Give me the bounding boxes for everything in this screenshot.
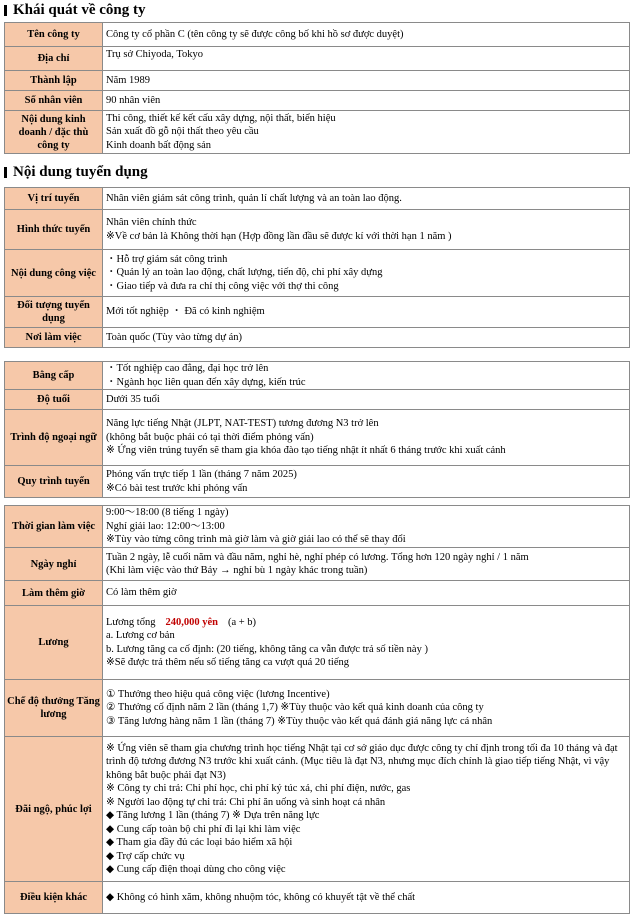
row-value: 9:00〜18:00 (8 tiếng 1 ngày) Nghỉ giải lao: 12:00〜13:00 ※Tùy vào từng công trình mà giờ làm và giờ giải lao có thể sẽ thay đổi	[103, 506, 630, 548]
table-row	[5, 111, 630, 154]
row-label: Trình độ ngoại ngữ	[5, 410, 103, 466]
table-row	[5, 188, 630, 210]
row-value: Năm 1989	[103, 71, 630, 91]
table-row	[5, 737, 630, 882]
row-value: ・Hỗ trợ giám sát công trình ・Quản lý an toàn lao động, chất lượng, tiến độ, chi phí xây dựng ・Giao tiếp và đưa ra chỉ thị công việc với thợ thi công	[103, 250, 630, 297]
row-label: Quy trình tuyển	[5, 466, 103, 498]
table-row	[5, 47, 630, 71]
table-row	[5, 390, 630, 410]
row-label: Nơi làm việc	[5, 328, 103, 348]
table-row	[5, 328, 630, 348]
row-value: Nhân viên giám sát công trình, quản lí chất lượng và an toàn lao động.	[103, 188, 630, 210]
recruit-section-title	[4, 164, 148, 180]
title-bar-mark	[4, 5, 7, 16]
row-label: Chế độ thưởng Tăng lương	[5, 680, 103, 737]
row-value: Công ty cổ phần C (tên công ty sẽ được công bố khi hồ sơ được duyệt)	[103, 23, 630, 47]
requirements-table	[4, 361, 630, 498]
row-label: Thời gian làm việc	[5, 506, 103, 548]
table-row	[5, 466, 630, 498]
row-label: Nội dung công việc	[5, 250, 103, 297]
salary-amount: 240,000 yên	[165, 616, 218, 628]
row-label: Làm thêm giờ	[5, 581, 103, 606]
row-value: Tuần 2 ngày, lễ cuối năm và đầu năm, nghỉ hè, nghỉ phép có lương. Tổng hơn 120 ngày nghỉ / 1 năm (Khi làm việc vào thứ Bảy → nghỉ bù 1 ngày khác trong tuần)	[103, 548, 630, 581]
table-row	[5, 410, 630, 466]
row-label: Độ tuổi	[5, 390, 103, 410]
table-row	[5, 506, 630, 548]
table-row	[5, 91, 630, 111]
row-label: Nội dung kinh doanh / đặc thù công ty	[5, 111, 103, 154]
row-label: Địa chỉ	[5, 47, 103, 71]
table-row	[5, 548, 630, 581]
row-label: Bằng cấp	[5, 362, 103, 390]
table-row	[5, 362, 630, 390]
row-label: Số nhân viên	[5, 91, 103, 111]
conditions-table	[4, 505, 630, 914]
row-label: Ngày nghỉ	[5, 548, 103, 581]
overview-table	[4, 22, 630, 154]
row-label: Thành lập	[5, 71, 103, 91]
row-value: Dưới 35 tuổi	[103, 390, 630, 410]
recruit-title-text: Nội dung tuyển dụng	[13, 164, 148, 180]
overview-title-text: Khái quát về công ty	[13, 2, 146, 18]
row-value: Phỏng vấn trực tiếp 1 lần (tháng 7 năm 2025) ※Có bài test trước khi phỏng vấn	[103, 466, 630, 498]
row-label: Hình thức tuyển	[5, 210, 103, 250]
title-bar-mark	[4, 167, 7, 178]
row-value: ※ Ứng viên sẽ tham gia chương trình học tiếng Nhật tại cơ sở giáo dục được công ty chỉ định trong tối đa 10 tháng và đạt trình độ tương đương N3 trước khi xuất cảnh. (Mục tiêu là đạt N3, nhưng mục đích chính là giao tiếp tiếng Nhật, vì vậy không bắt buộc phải đạt N3) ※ Công ty chi trả: Chi phí học, chi phí ký túc xá, chi phí điện, nước, gas ※ Người lao động tự chi trả: Chi phí ăn uống và sinh hoạt cá nhân ◆ Tăng lương 1 lần (tháng 7) ※ Dựa trên năng lực ◆ Cung cấp toàn bộ chi phí đi lại khi làm việc ◆ Tham gia đầy đủ các loại bảo hiểm xã hội ◆ Trợ cấp chức vụ ◆ Cung cấp điện thoại dùng cho công việc	[103, 737, 630, 882]
job-table	[4, 187, 630, 348]
row-value: ・Tốt nghiệp cao đẳng, đại học trở lên ・Ngành học liên quan đến xây dựng, kiến trúc	[103, 362, 630, 390]
row-value: Mới tốt nghiệp ・ Đã có kinh nghiệm	[103, 297, 630, 328]
row-label: Tên công ty	[5, 23, 103, 47]
table-row	[5, 680, 630, 737]
row-value: Lương tổng 240,000 yên (a + b) a. Lương cơ bản b. Lương tăng ca cố định: (20 tiếng, không tăng ca vẫn được trả số tiền này ) ※Sẽ được trả thêm nếu số tiếng tăng ca vượt quá 20 tiếng	[103, 606, 630, 680]
row-value: Năng lực tiếng Nhật (JLPT, NAT-TEST) tương đương N3 trở lên (không bắt buộc phải có tại thời điểm phỏng vấn) ※ Ứng viên trúng tuyển sẽ tham gia khóa đào tạo tiếng nhật ít nhất 6 tháng trước khi xuất cảnh	[103, 410, 630, 466]
overview-section-title	[4, 2, 146, 18]
table-row	[5, 606, 630, 680]
table-row	[5, 250, 630, 297]
table-row	[5, 581, 630, 606]
table-row	[5, 71, 630, 91]
row-label: Lương	[5, 606, 103, 680]
row-label: Đãi ngộ, phúc lợi	[5, 737, 103, 882]
salary-total-line: Lương tổng 240,000 yên (a + b)	[106, 616, 257, 628]
row-value: 90 nhân viên	[103, 91, 630, 111]
row-value: ① Thưởng theo hiệu quả công việc (lương Incentive) ② Thưởng cố định năm 2 lần (tháng 1,7) ※Tùy thuộc vào kết quả kinh doanh của công ty ③ Tăng lương hàng năm 1 lần (tháng 7) ※Tùy thuộc vào kết quả đánh giá năng lực cá nhân	[103, 680, 630, 737]
table-row	[5, 882, 630, 914]
row-value: Có làm thêm giờ	[103, 581, 630, 606]
table-row	[5, 23, 630, 47]
row-value: Thi công, thiết kế kết cấu xây dựng, nội thất, biển hiệu Sản xuất đồ gỗ nội thất theo yêu cầu Kinh doanh bất động sản	[103, 111, 630, 154]
row-label: Điều kiện khác	[5, 882, 103, 914]
table-row	[5, 210, 630, 250]
row-value: Toàn quốc (Tùy vào từng dự án)	[103, 328, 630, 348]
row-value: Nhân viên chính thức ※Về cơ bản là Không thời hạn (Hợp đồng lần đầu sẽ được kí với thời hạn 1 năm )	[103, 210, 630, 250]
row-label: Vị trí tuyển	[5, 188, 103, 210]
table-row	[5, 297, 630, 328]
row-value: Trụ sở Chiyoda, Tokyo	[103, 47, 630, 71]
row-value: ◆ Không có hình xăm, không nhuộm tóc, không có khuyết tật về thể chất	[103, 882, 630, 914]
row-label: Đối tượng tuyển dụng	[5, 297, 103, 328]
